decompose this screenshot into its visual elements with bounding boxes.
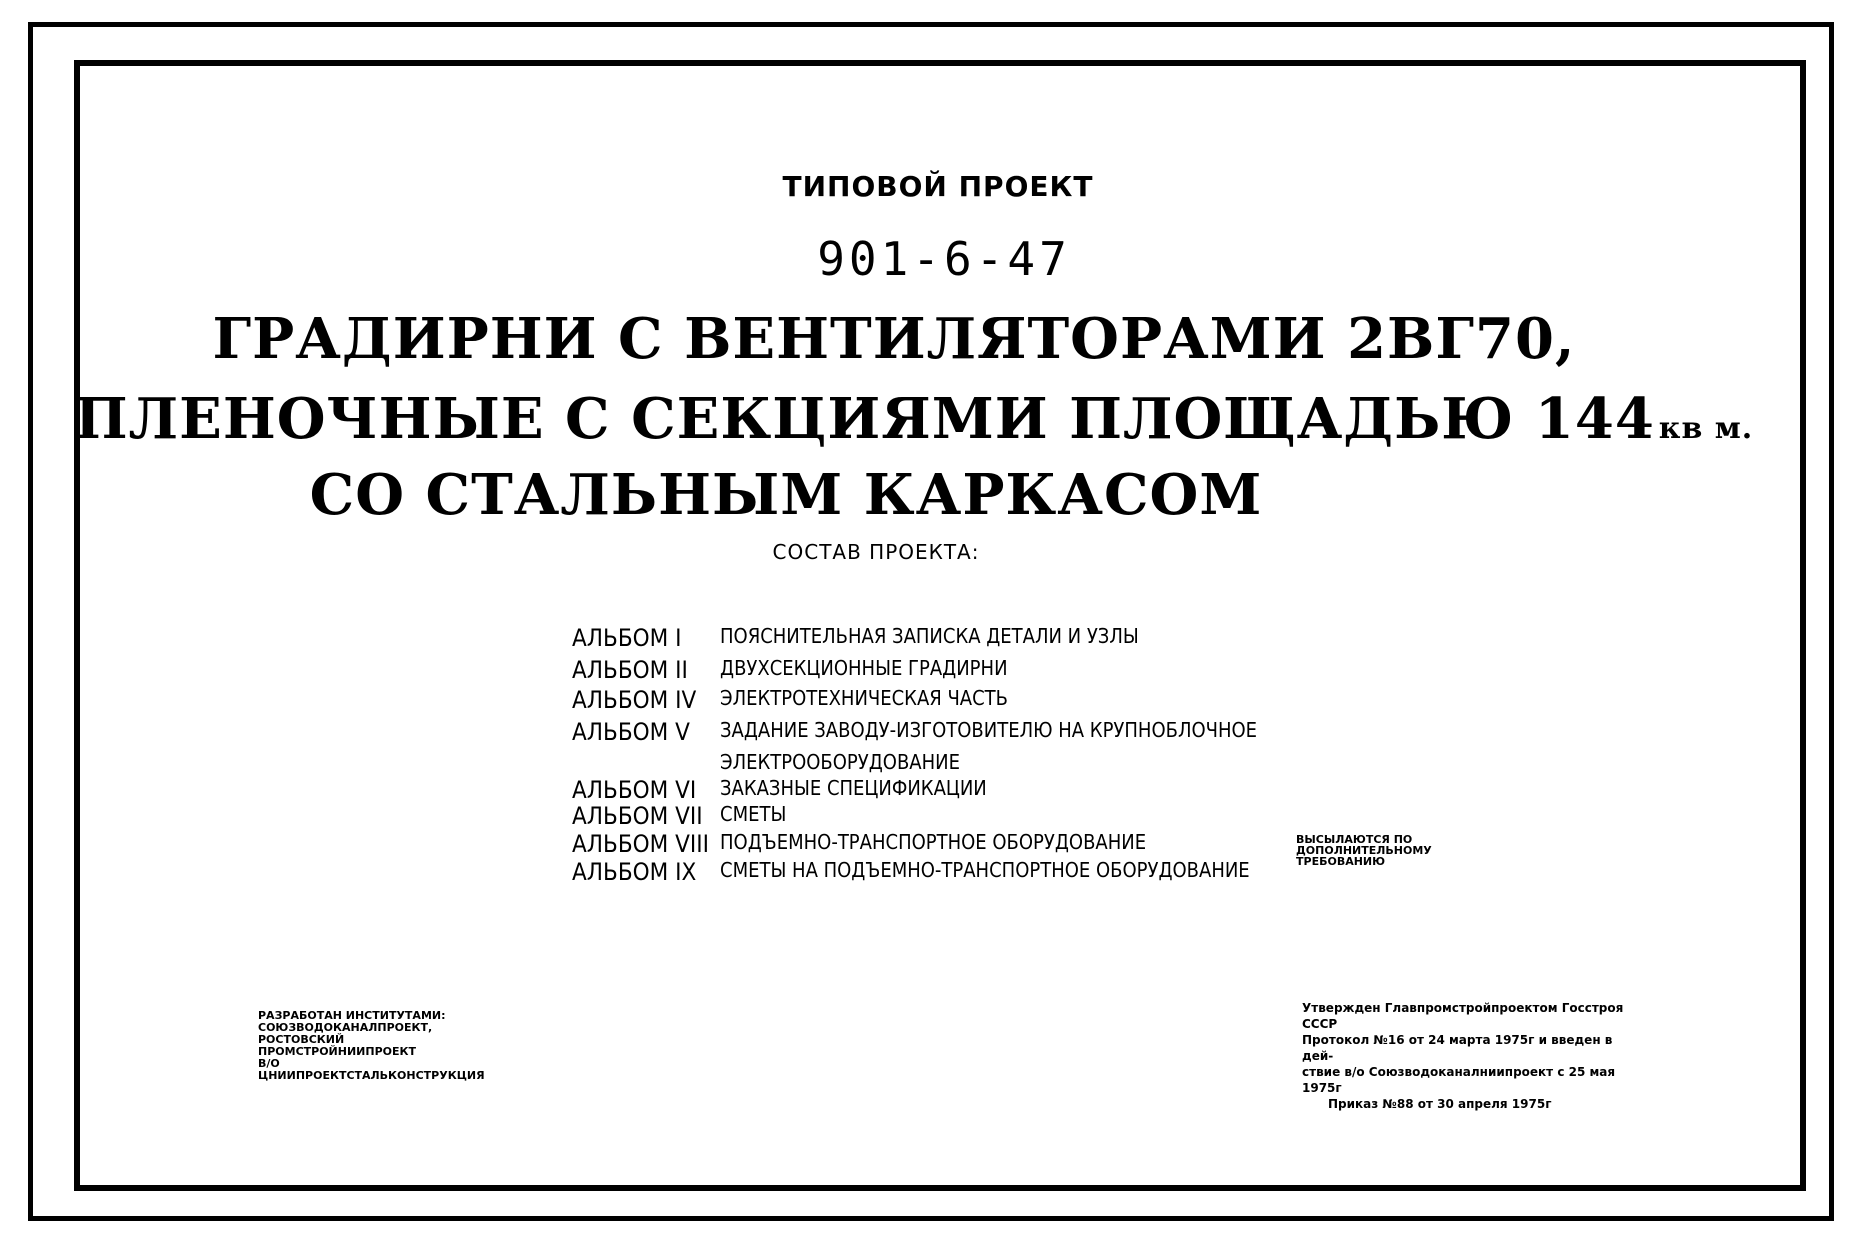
developer-line: В/О ЦНИИПРОЕКТСТАЛЬКОНСТРУКЦИЯ (258, 1057, 485, 1082)
approval-line: ствие в/о Союзводоканалниипроект с 25 мая 1975г (1302, 1065, 1616, 1095)
approval-line: Приказ №88 от 30 апреля 1975г (1328, 1097, 1552, 1111)
album-desc-continuation: ЭЛЕКТРООБОРУДОВАНИЕ (720, 750, 960, 774)
album-desc: СМЕТЫ (720, 802, 787, 826)
project-type-label: ТИПОВОЙ ПРОЕКТ (782, 170, 1094, 203)
title-line-3: СО СТАЛЬНЫМ КАРКАСОМ (309, 462, 1263, 528)
album-name: АЛЬБОМ IX (572, 858, 697, 886)
title-line-2 (0, 386, 1848, 452)
composition-label: СОСТАВ ПРОЕКТА: (772, 540, 980, 564)
album-desc: ЭЛЕКТРОТЕХНИЧЕСКАЯ ЧАСТЬ (720, 686, 1009, 710)
album-desc: ПОДЪЕМНО-ТРАНСПОРТНОЕ ОБОРУДОВАНИЕ (720, 830, 1147, 854)
developer-block (258, 1010, 498, 1082)
title-line-2-unit: кв м. (1658, 411, 1754, 446)
approval-line: Утвержден Главпромстройпроектом Госстроя СССР (1302, 1001, 1624, 1031)
title-line-2-main: ПЛЕНОЧНЫЕ С СЕКЦИЯМИ ПЛОЩАДЬЮ 144 (74, 386, 1655, 452)
album-desc: ПОЯСНИТЕЛЬНАЯ ЗАПИСКА ДЕТАЛИ И УЗЛЫ (720, 624, 1139, 648)
project-number: 901-6-47 (817, 232, 1071, 286)
album-name: АЛЬБОМ II (572, 656, 688, 684)
developer-line: СОЮЗВОДОКАНАЛПРОЕКТ, РОСТОВСКИЙ (258, 1021, 433, 1046)
album-name: АЛЬБОМ VII (572, 802, 703, 830)
album-name: АЛЬБОМ IV (572, 686, 697, 714)
album-desc: СМЕТЫ НА ПОДЪЕМНО-ТРАНСПОРТНОЕ ОБОРУДОВАНИЕ (720, 858, 1250, 882)
album-desc: ЗАДАНИЕ ЗАВОДУ-ИЗГОТОВИТЕЛЮ НА КРУПНОБЛОЧНОЕ (720, 718, 1258, 742)
album-name: АЛЬБОМ V (572, 718, 690, 746)
album-desc: ЗАКАЗНЫЕ СПЕЦИФИКАЦИИ (720, 776, 987, 800)
approval-line: Протокол №16 от 24 марта 1975г и введен в дей- (1302, 1033, 1613, 1063)
album-name: АЛЬБОМ VI (572, 776, 697, 804)
approval-block (1302, 1000, 1642, 1112)
album-desc: ДВУХСЕКЦИОННЫЕ ГРАДИРНИ (720, 656, 1008, 680)
developer-line: ПРОМСТРОЙНИИПРОЕКТ (258, 1045, 417, 1058)
title-line-1: ГРАДИРНИ С ВЕНТИЛЯТОРАМИ 2ВГ70, (212, 306, 1576, 372)
album-name: АЛЬБОМ VIII (572, 830, 709, 858)
developer-line: РАЗРАБОТАН ИНСТИТУТАМИ: (258, 1009, 446, 1022)
request-note: ВЫСЫЛАЮТСЯ ПО ДОПОЛНИТЕЛЬНОМУ ТРЕБОВАНИЮ (1296, 833, 1432, 868)
album-name: АЛЬБОМ I (572, 624, 682, 652)
